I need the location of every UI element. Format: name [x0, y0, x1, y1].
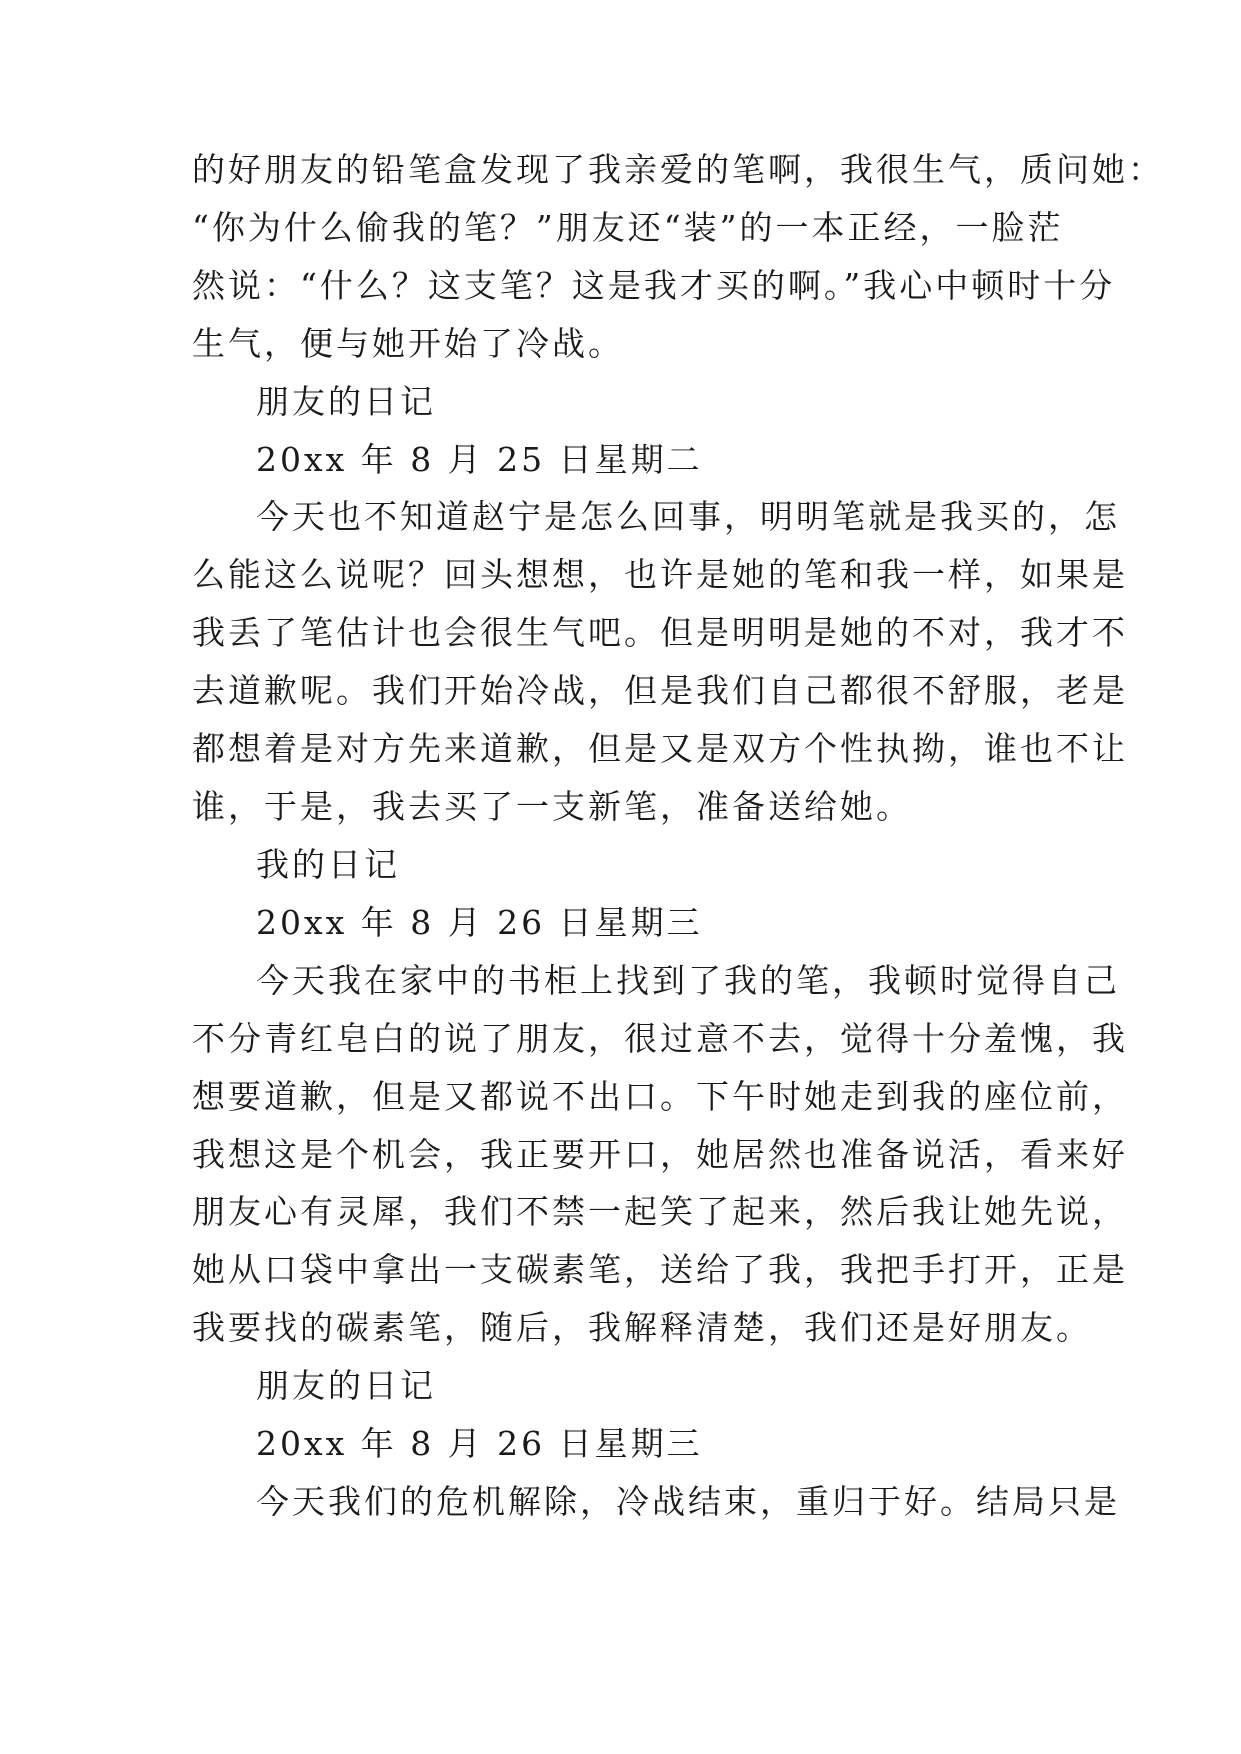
diary-heading: 朋友的日记: [256, 1366, 436, 1405]
paragraph-line: 我想这是个机会，我正要开口，她居然也准备说活，看来好: [192, 1135, 1128, 1174]
paragraph-line: 今天我在家中的书柜上找到了我的笔，我顿时觉得自己: [256, 961, 1120, 1000]
paragraph-line: 生气，便与她开始了冷战。: [192, 324, 624, 363]
diary-date: 20xx 年 8 月 25 日星期二: [256, 440, 703, 479]
paragraph-line: 我丢了笔估计也会很生气吧。但是明明是她的不对，我才不: [192, 613, 1128, 652]
paragraph-line: 今天也不知道赵宁是怎么回事，明明笔就是我买的，怎: [256, 497, 1120, 536]
diary-heading: 朋友的日记: [256, 382, 436, 421]
paragraph-line: 都想着是对方先来道歉，但是又是双方个性执拗，谁也不让: [192, 729, 1128, 768]
paragraph-line: 的好朋友的铅笔盒发现了我亲爱的笔啊，我很生气，质问她：: [192, 150, 1164, 189]
paragraph-line: 想要道歉，但是又都说不出口。下午时她走到我的座位前，: [192, 1077, 1128, 1116]
paragraph-line: 去道歉呢。我们开始冷战，但是我们自己都很不舒服，老是: [192, 671, 1128, 710]
paragraph-line: 我要找的碳素笔，随后，我解释清楚，我们还是好朋友。: [192, 1308, 1092, 1347]
paragraph-line: “你为什么偷我的笔？”朋友还“装”的一本正经，一脸茫: [192, 208, 1064, 247]
paragraph-line: 谁，于是，我去买了一支新笔，准备送给她。: [192, 787, 912, 826]
paragraph-line: 么能这么说呢？回头想想，也许是她的笔和我一样，如果是: [192, 555, 1128, 594]
paragraph-line: 她从口袋中拿出一支碳素笔，送给了我，我把手打开，正是: [192, 1250, 1128, 1289]
diary-heading: 我的日记: [256, 845, 400, 884]
paragraph-line: 朋友心有灵犀，我们不禁一起笑了起来，然后我让她先说，: [192, 1192, 1128, 1231]
diary-date: 20xx 年 8 月 26 日星期三: [256, 903, 703, 942]
paragraph-line: 今天我们的危机解除，冷战结束，重归于好。结局只是: [256, 1482, 1120, 1521]
paragraph-line: 然说：“什么？这支笔？这是我才买的啊。”我心中顿时十分: [192, 266, 1116, 305]
paragraph-line: 不分青红皂白的说了朋友，很过意不去，觉得十分羞愧，我: [192, 1019, 1128, 1058]
diary-date: 20xx 年 8 月 26 日星期三: [256, 1424, 703, 1463]
